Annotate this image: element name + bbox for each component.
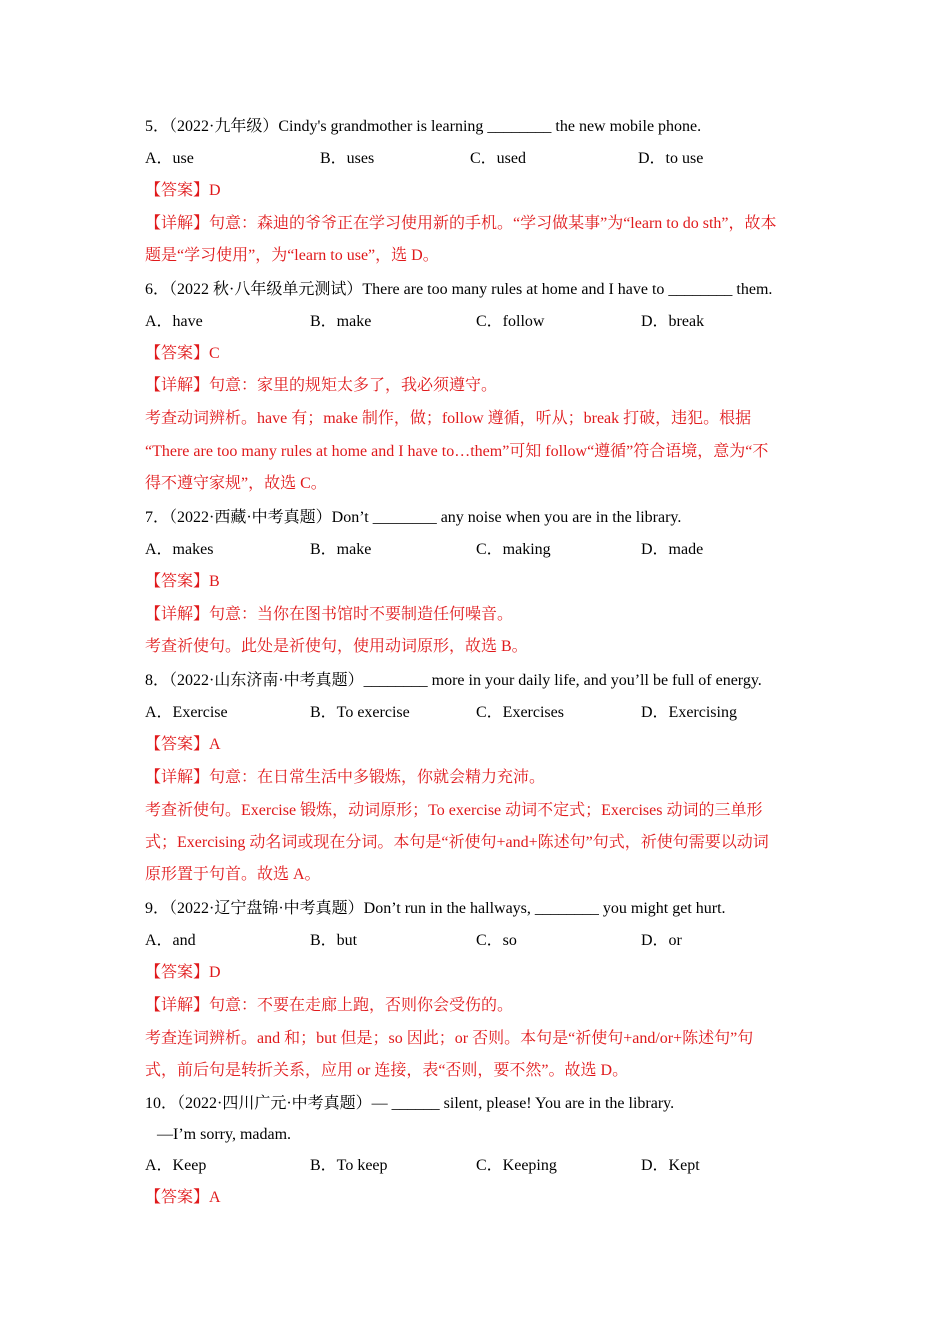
question-7-option-c: C．making: [476, 541, 551, 558]
question-9-answer: 【答案】D: [145, 964, 221, 981]
question-7-explanation-line: 考查祈使句。此处是祈使句，使用动词原形，故选 B。: [145, 638, 528, 655]
question-7-option-a: A．makes: [145, 541, 214, 558]
question-5-option-d: D．to use: [638, 150, 704, 167]
question-6-option-c: C．follow: [476, 313, 545, 330]
question-6-stem: 6．（2022 秋·八年级单元测试）There are too many rules at home and I have to ________ them.: [145, 281, 773, 298]
question-5-explanation-line: 【详解】句意：森迪的爷爷正在学习使用新的手机。“学习做某事”为“learn to do sth”，故本: [145, 215, 777, 232]
question-8-explanation-line: 考查祈使句。Exercise 锻炼，动词原形；To exercise 动词不定式；Exercises 动词的三单形: [145, 802, 763, 819]
question-9-option-b: B．but: [310, 932, 358, 949]
question-7-option-b: B．make: [310, 541, 372, 558]
question-8-option-d: D．Exercising: [641, 704, 737, 721]
question-8-explanation-line: 【详解】句意：在日常生活中多锻炼，你就会精力充沛。: [145, 769, 546, 786]
question-9-option-c: C．so: [476, 932, 517, 949]
question-9-option-d: D．or: [641, 932, 682, 949]
question-9-explanation-line: 考查连词辨析。and 和；but 但是；so 因此；or 否则。本句是“祈使句+and/or+陈述句”句: [145, 1030, 754, 1047]
question-5-option-c: C．used: [470, 150, 527, 167]
question-6-explanation-line: “There are too many rules at home and I have to…them”可知 follow“遵循”符合语境，意为“不: [145, 443, 769, 460]
question-5-answer: 【答案】D: [145, 182, 221, 199]
question-7-answer: 【答案】B: [145, 573, 220, 590]
question-10-option-c: C．Keeping: [476, 1157, 557, 1174]
question-6-explanation-line: 考查动词辨析。have 有；make 制作，做；follow 遵循，听从；break 打破，违犯。根据: [145, 410, 752, 427]
question-10-option-d: D．Kept: [641, 1157, 700, 1174]
question-10-option-b: B．To keep: [310, 1157, 388, 1174]
question-6-option-a: A．have: [145, 313, 203, 330]
question-6-explanation-line: 【详解】句意：家里的规矩太多了，我必须遵守。: [145, 377, 498, 394]
question-6-explanation-line: 得不遵守家规”，故选 C。: [145, 475, 327, 492]
question-8-explanation-line: 式；Exercising 动名词或现在分词。本句是“祈使句+and+陈述句”句式，祈使句需要以动词: [145, 834, 769, 851]
question-5-stem: 5．（2022·九年级）Cindy's grandmother is learning ________ the new mobile phone.: [145, 118, 702, 135]
question-8-answer: 【答案】A: [145, 736, 221, 753]
question-10-option-a: A．Keep: [145, 1157, 207, 1174]
question-8-option-b: B．To exercise: [310, 704, 410, 721]
question-9-explanation-line: 式，前后句是转折关系，应用 or 连接，表“否则，要不然”。故选 D。: [145, 1062, 629, 1079]
question-6-option-d: D．break: [641, 313, 705, 330]
question-6-option-b: B．make: [310, 313, 372, 330]
question-9-stem: 9．（2022·辽宁盘锦·中考真题）Don’t run in the hallways, ________ you might get hurt.: [145, 900, 726, 917]
question-8-stem: 8．（2022·山东济南·中考真题）________ more in your daily life, and you’ll be full of energy.: [145, 672, 762, 689]
question-8-option-c: C．Exercises: [476, 704, 564, 721]
question-7-option-d: D．made: [641, 541, 704, 558]
question-5-explanation-line: 题是“学习使用”，为“learn to use”，选 D。: [145, 247, 439, 264]
question-7-stem: 7．（2022·西藏·中考真题）Don’t ________ any noise when you are in the library.: [145, 509, 682, 526]
question-8-explanation-line: 原形置于句首。故选 A。: [145, 866, 321, 883]
question-9-explanation-line: 【详解】句意：不要在走廊上跑，否则你会受伤的。: [145, 997, 514, 1014]
question-9-option-a: A．and: [145, 932, 196, 949]
question-5-option-a: A．use: [145, 150, 194, 167]
question-7-explanation-line: 【详解】句意：当你在图书馆时不要制造任何噪音。: [145, 606, 514, 623]
question-10-stem: 10．（2022·四川广元·中考真题）— ______ silent, please! You are in the library.: [145, 1095, 675, 1112]
question-6-answer: 【答案】C: [145, 345, 220, 362]
question-10-reply: —I’m sorry, madam.: [157, 1126, 292, 1143]
question-10-answer: 【答案】A: [145, 1189, 221, 1206]
question-5-option-b: B．uses: [320, 150, 375, 167]
question-8-option-a: A．Exercise: [145, 704, 228, 721]
